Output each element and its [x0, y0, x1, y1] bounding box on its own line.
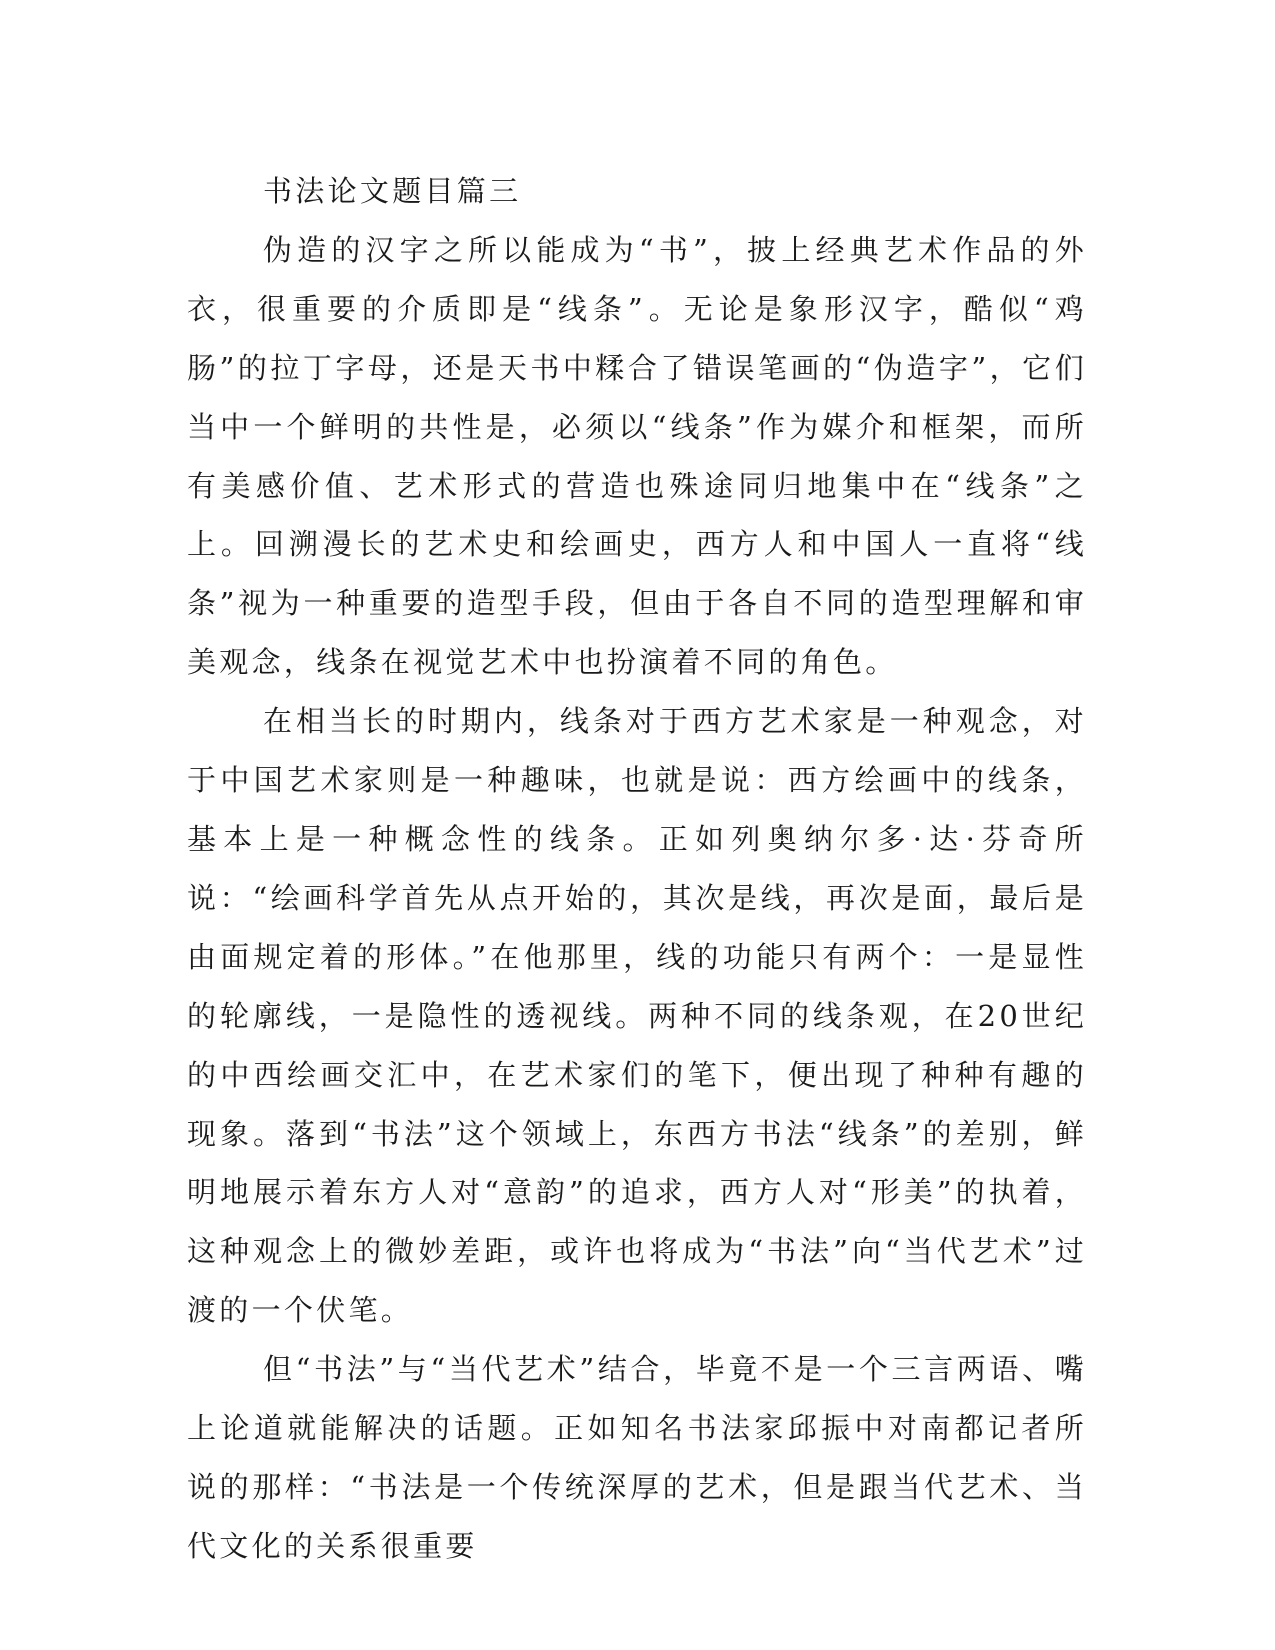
document-title: 书法论文题目篇三 [263, 174, 522, 208]
paragraph-2: 在相当长的时期内，线条对于西方艺术家是一种观念，对于中国艺术家则是一种趣味，也就是说：西方绘画中的线条，基本上是一种概念性的线条。正如列奥纳尔多·达·芬奇所说：“绘画科学首先从点开始的，其次是线，再次是面，最后是由面规定着的形体。”在他那里，线的功能只有两个：一是显性的轮廓线，一是隐性的透视线。两种不同的线条观，在20世纪的中西绘画交汇中，在艺术家们的笔下，便出现了种种有趣的现象。落到“书法”这个领域上，东西方书法“线条”的差别，鲜明地展示着东方人对“意韵”的追求，西方人对“形美”的执着，这种观念上的微妙差距，或许也将成为“书法”向“当代艺术”过渡的一个伏笔。 [187, 704, 1087, 1328]
paragraph-1: 伪造的汉字之所以能成为“书”，披上经典艺术作品的外衣，很重要的介质即是“线条”。无论是象形汉字，酷似“鸡肠”的拉丁字母，还是天书中糅合了错误笔画的“伪造字”，它们当中一个鲜明的共性是，必须以“线条”作为媒介和框架，而所有美感价值、艺术形式的营造也殊途同归地集中在“线条”之上。回溯漫长的艺术史和绘画史，西方人和中国人一直将“线条”视为一种重要的造型手段，但由于各自不同的造型理解和审美观念，线条在视觉艺术中也扮演着不同的角色。 [187, 232, 1087, 680]
document-body [187, 162, 1087, 1576]
paragraph-3: 但“书法”与“当代艺术”结合，毕竟不是一个三言两语、嘴上论道就能解决的话题。正如知名书法家邱振中对南都记者所说的那样：“书法是一个传统深厚的艺术，但是跟当代艺术、当代文化的关系很重要 [187, 1352, 1087, 1563]
